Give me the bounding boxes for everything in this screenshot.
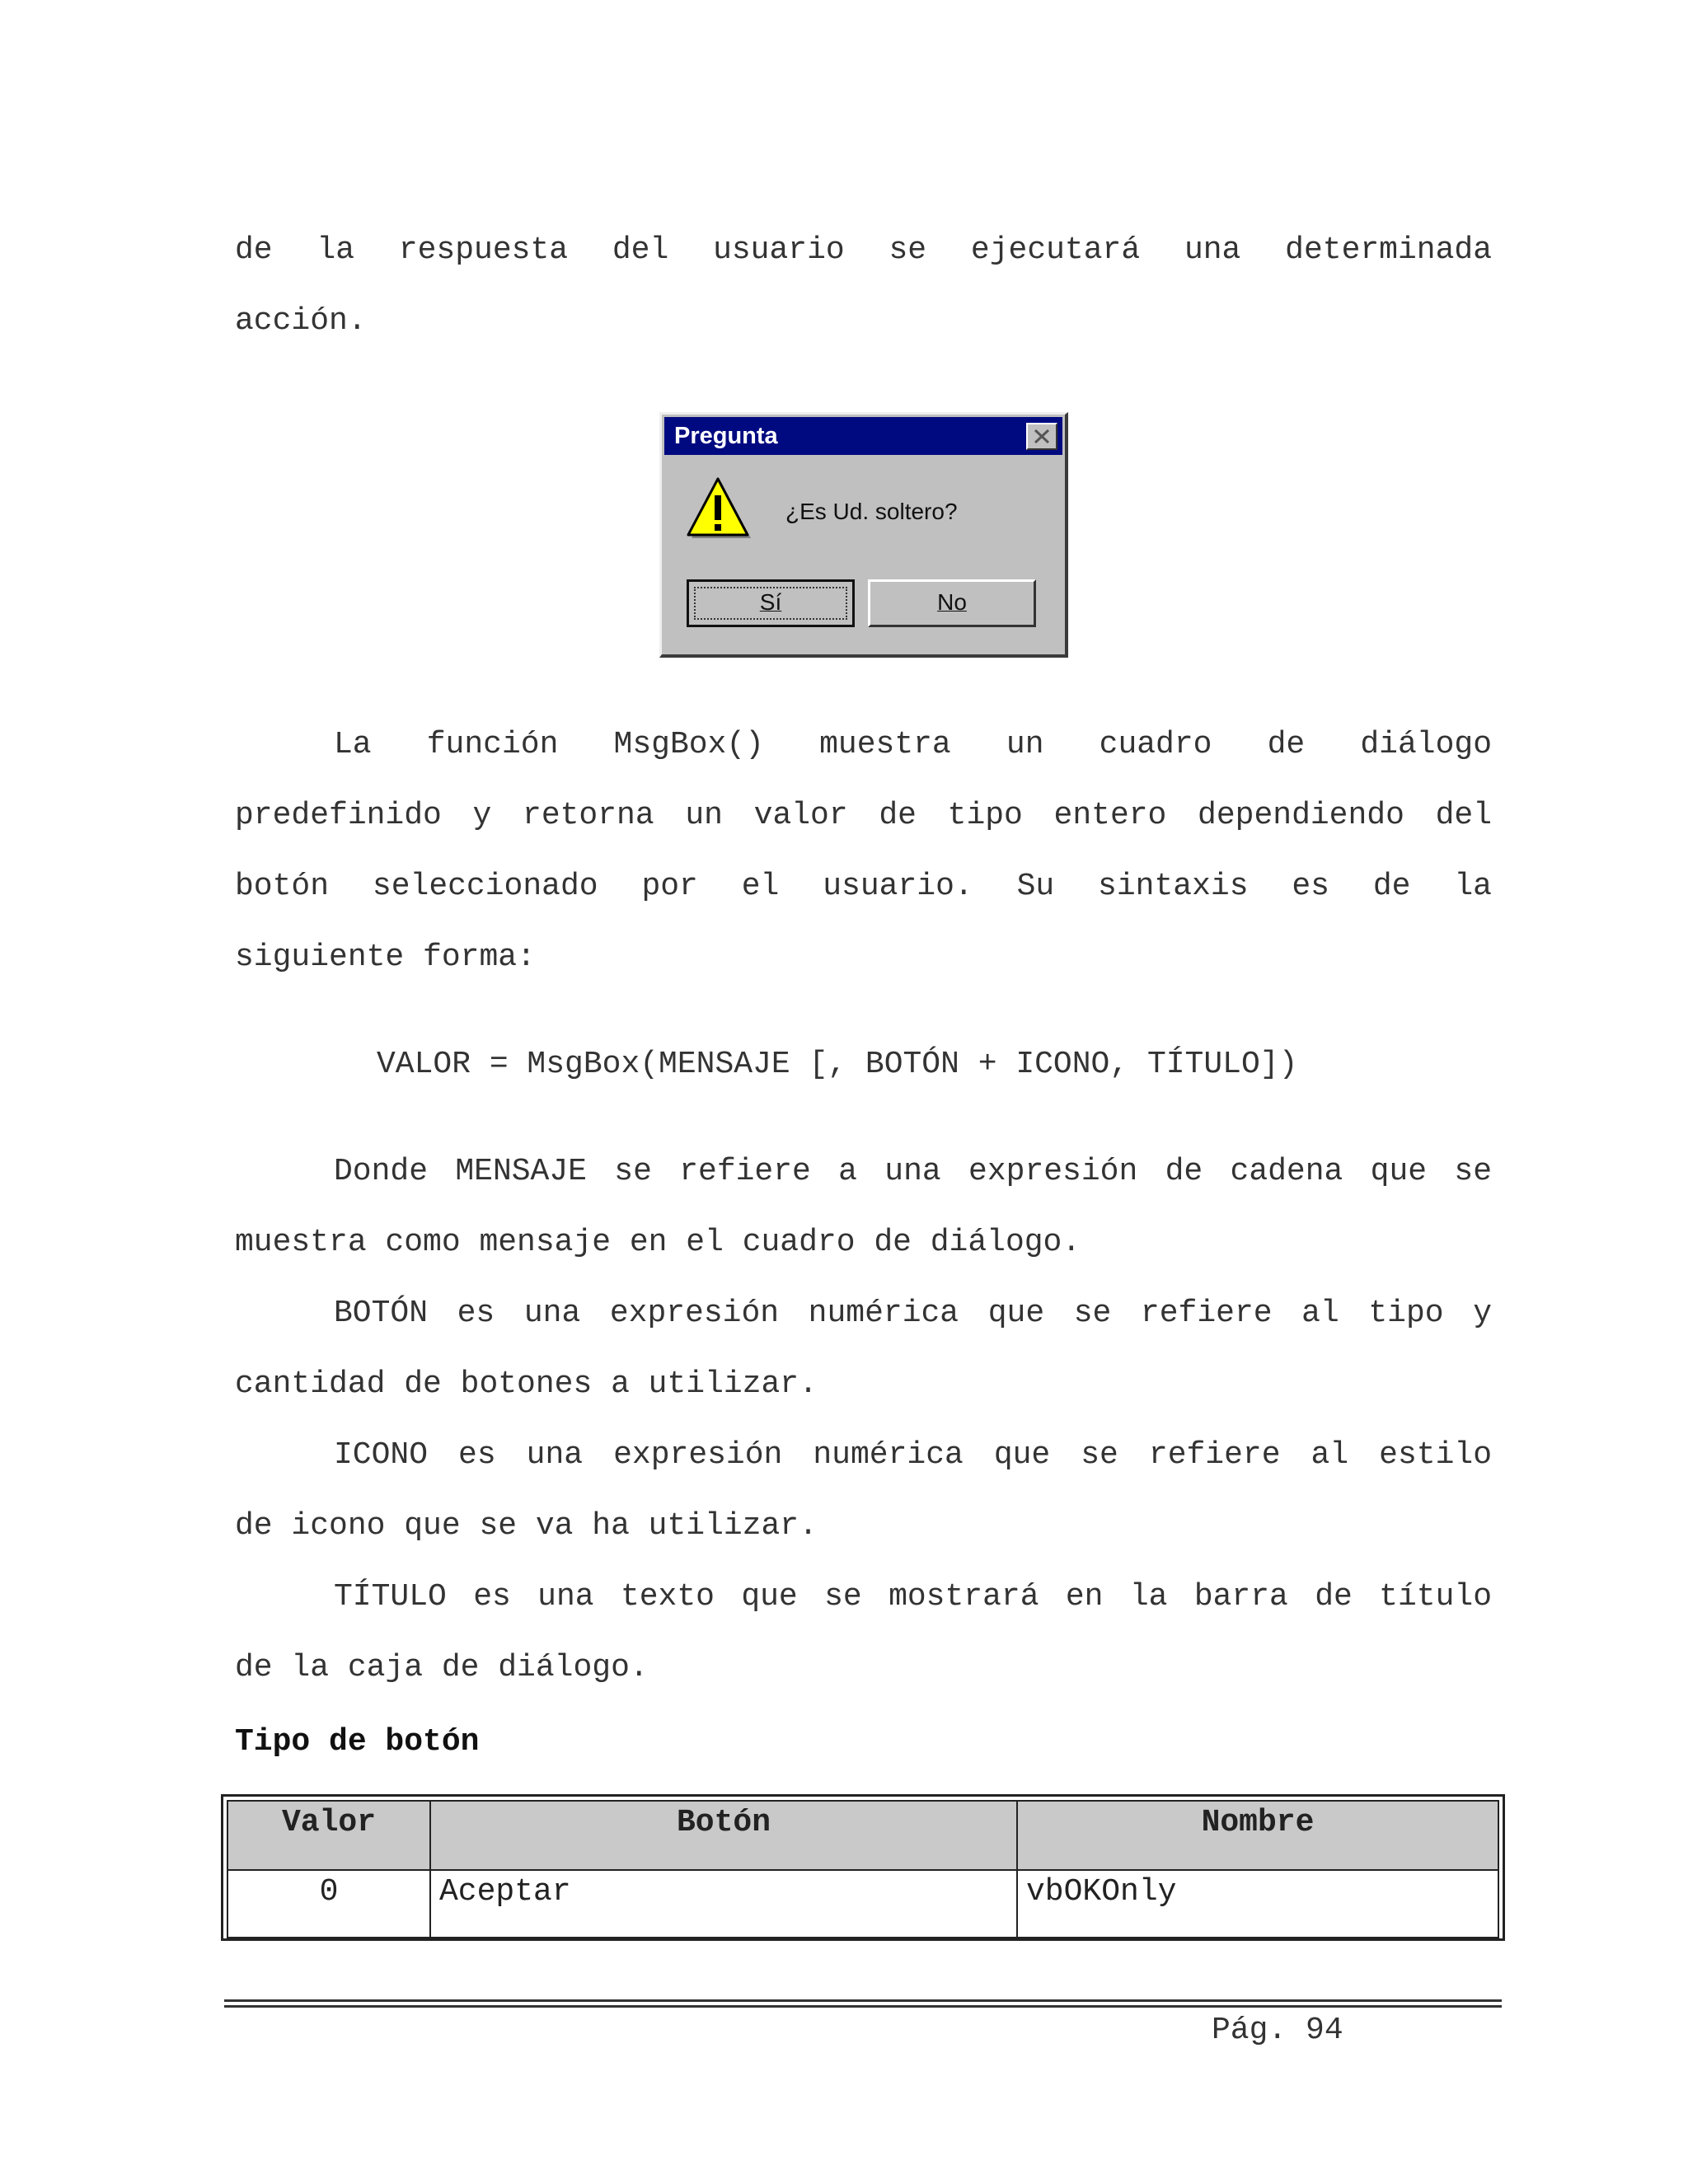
table-cell: 0 [227,1870,430,1938]
paragraph-line: de la caja de diálogo. [235,1650,649,1685]
paragraph-line: cantidad de botones a utilizar. [235,1366,818,1402]
table-cell: Aceptar [430,1870,1017,1938]
paragraph-line: La función MsgBox() muestra un cuadro de diálogo [334,727,1492,762]
yes-button[interactable] [687,579,855,627]
paragraph-line: ICONO es una expresión numérica que se refiere al estilo [334,1437,1492,1473]
close-button[interactable] [1026,423,1057,450]
syntax-line: VALOR = MsgBox(MENSAJE [, BOTÓN + ICONO, TÍTULO]) [377,1047,1298,1082]
paragraph-line: muestra como mensaje en el cuadro de diálogo. [235,1225,1081,1260]
footer-divider [224,2005,1502,2008]
paragraph-line: predefinido y retorna un valor de tipo entero dependiendo del [235,798,1492,833]
table-cell: vbOKOnly [1017,1870,1498,1938]
dialog-title: Pregunta [674,423,778,449]
column-header-nombre: Nombre [1017,1801,1498,1870]
close-icon [1033,428,1051,445]
yes-button-label: Sí [759,589,782,615]
msgbox-dialog [659,412,1068,658]
footer-divider [224,1999,1502,2002]
table-header-row [227,1801,1498,1870]
paragraph-line: botón seleccionado por el usuario. Su sintaxis es de la [235,869,1492,904]
paragraph-line: Donde MENSAJE se refiere a una expresión de cadena que se [334,1154,1492,1189]
paragraph-line: de icono que se va ha utilizar. [235,1508,818,1544]
no-button-label: No [937,589,967,615]
table [227,1800,1499,1938]
column-header-boton: Botón [430,1801,1017,1870]
paragraph-line: acción. [235,303,367,339]
column-header-valor: Valor [227,1801,430,1870]
warning-icon [687,477,753,543]
paragraph-line: BOTÓN es una expresión numérica que se refiere al tipo y [334,1296,1492,1331]
paragraph-line: TÍTULO es una texto que se mostrará en la barra de título [334,1579,1492,1615]
paragraph-line: de la respuesta del usuario se ejecutará una determinada [235,232,1492,268]
table-row [227,1870,1498,1938]
section-heading: Tipo de botón [235,1724,480,1760]
button-type-table [221,1794,1505,1941]
dialog-message: ¿Es Ud. soltero? [785,499,958,524]
paragraph-line: siguiente forma: [235,940,536,975]
page-number: Pág. 94 [1212,2013,1343,2048]
dialog-titlebar [664,417,1062,455]
no-button[interactable] [868,579,1036,627]
